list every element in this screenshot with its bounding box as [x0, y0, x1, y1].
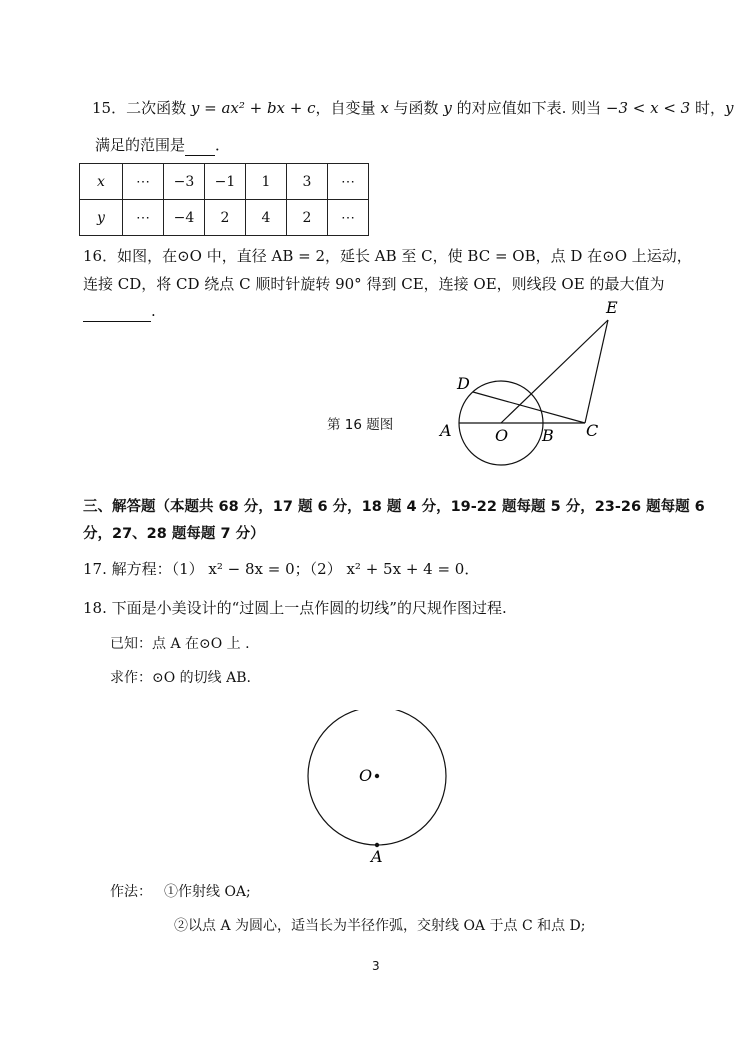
table-cell: −4 [164, 200, 205, 236]
table-cell: ⋯ [123, 164, 164, 200]
point-label-e: E [606, 298, 618, 317]
table-row [80, 200, 369, 236]
table-cell: −1 [205, 164, 246, 200]
point-label-a: A [440, 421, 452, 440]
point-label-b: B [542, 426, 554, 445]
table-cell: 1 [246, 164, 287, 200]
step-1: ①作射线 OA; [164, 884, 251, 900]
q18-known: 已知：点 A 在⊙O 上 . [110, 636, 250, 652]
q18-intro: 18. 下面是小美设计的“过圆上一点作圆的切线”的尺规作图过程. [83, 599, 507, 617]
table-cell: ⋯ [328, 164, 369, 200]
table-row-label: y [80, 200, 123, 236]
page-number: 3 [372, 959, 380, 973]
section-heading-cont: 分，27、28 题每题 7 分） [83, 526, 265, 542]
table-row-label: x [80, 164, 123, 200]
q15-line2: 满足的范围是 ． [95, 136, 231, 154]
point-label-o: O [495, 426, 509, 445]
q16-figure [430, 290, 630, 480]
point-label-o: O [359, 766, 373, 785]
segment-ce [585, 320, 608, 423]
table-cell: ⋯ [123, 200, 164, 236]
value-table [79, 163, 369, 236]
table-cell: ⋯ [328, 200, 369, 236]
q15-line1: 15．二次函数 y = ax² + bx + c，自变量 x 与函数 y 的对应值如下表. 则当 −3 < x < 3 时，y [92, 99, 734, 117]
method-label: 作法： [110, 884, 152, 900]
q16-line2: 连接 CD，将 CD 绕点 C 顺时针旋转 90° 得到 CE，连接 OE，则线段 OE 的最大值为 [83, 275, 665, 293]
center-point-o [375, 774, 379, 778]
table-cell: 2 [287, 200, 328, 236]
table-row [80, 164, 369, 200]
point-label-a: A [371, 847, 383, 866]
q18-step2: ②以点 A 为圆心，适当长为半径作弧，交射线 OA 于点 C 和点 D; [174, 918, 586, 934]
q16-line3: . [83, 301, 156, 322]
section-heading: 三、解答题（本题共 68 分，17 题 6 分，18 题 4 分，19-22 题每题 5 分，23-26 题每题 6 [83, 499, 705, 515]
figure-caption: 第 16 题图 [327, 417, 394, 433]
table-cell: 2 [205, 200, 246, 236]
table-cell: 4 [246, 200, 287, 236]
answer-blank [185, 135, 215, 156]
q18-method [110, 882, 251, 902]
table-cell: −3 [164, 164, 205, 200]
segment-oe [501, 320, 608, 423]
answer-blank [83, 301, 151, 322]
q16-line1: 16．如图，在⊙O 中，直径 AB = 2，延长 AB 至 C，使 BC = OB，点 D 在⊙O 上运动， [83, 247, 692, 265]
point-label-d: D [457, 374, 470, 393]
point-label-c: C [586, 421, 599, 440]
q17-text: 17. 解方程：（1） x² − 8x = 0；（2） x² + 5x + 4 = 0． [83, 560, 480, 578]
q18-figure [300, 710, 460, 870]
table-cell: 3 [287, 164, 328, 200]
q18-find: 求作：⊙O 的切线 AB. [110, 670, 251, 686]
